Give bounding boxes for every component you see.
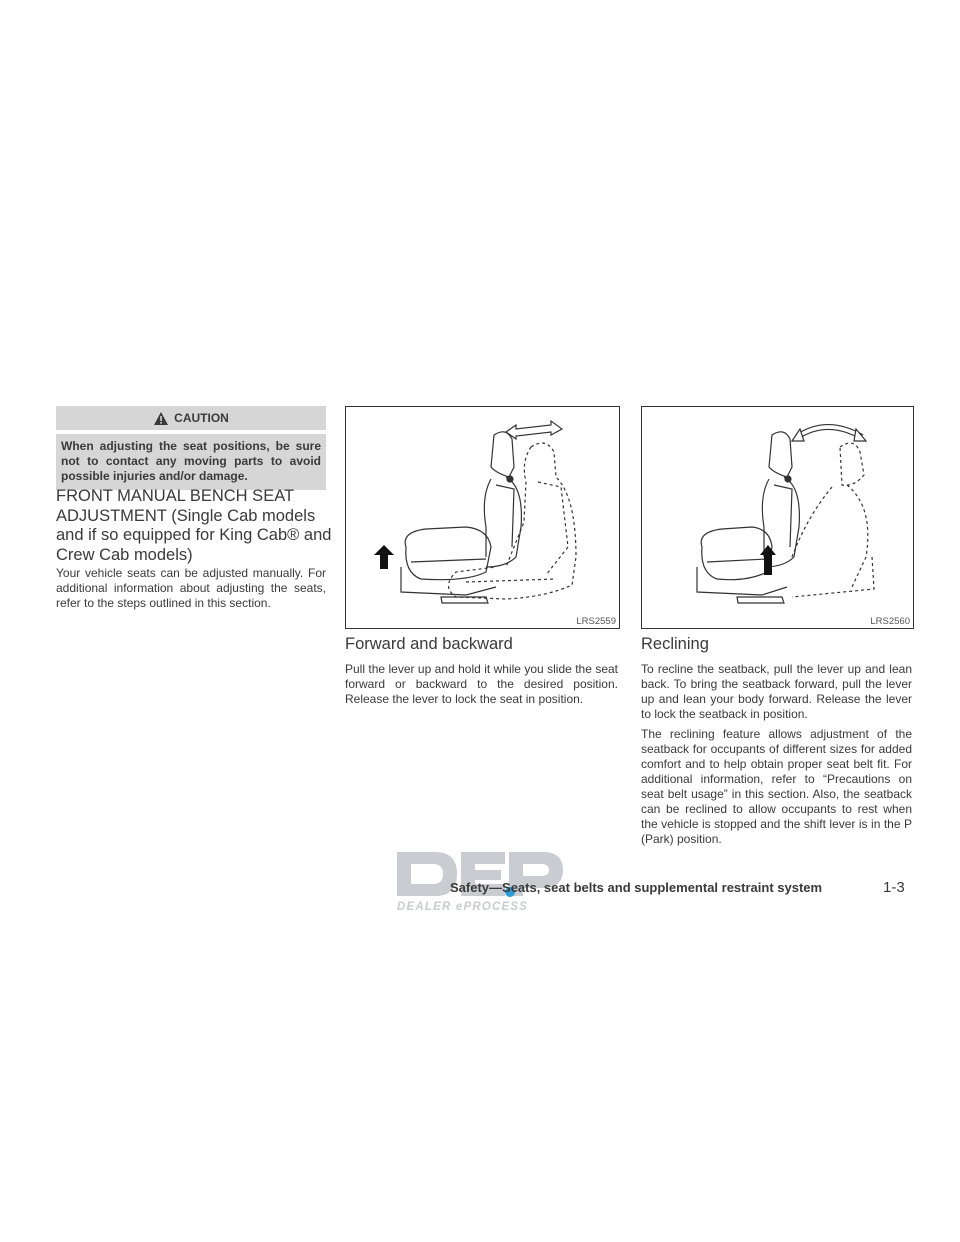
caution-box	[56, 406, 326, 490]
warning-triangle-icon	[153, 411, 169, 426]
heading-reclining: Reclining	[641, 635, 709, 653]
heading-forward-backward: Forward and backward	[345, 635, 513, 653]
figure-seat-recline	[641, 406, 914, 629]
forward-paragraph: Pull the lever up and hold it while you slide the seat forward or backward to the desired position. Release the lever to lock the seat in position.	[345, 662, 618, 706]
section-title: FRONT MANUAL BENCH SEAT ADJUSTMENT (Single Cab models and if so equipped for King Cab® and Crew Cab models)	[56, 487, 332, 564]
figure-code: LRS2560	[870, 616, 910, 627]
figure-seat-slide	[345, 406, 620, 629]
intro-paragraph: Your vehicle seats can be adjusted manually. For additional information about adjusting the seats, refer to the steps outlined in this section.	[56, 566, 326, 610]
seat-slide-illustration	[346, 407, 619, 628]
page-number: 1-3	[883, 879, 905, 896]
reclining-paragraph-1: To recline the seatback, pull the lever up and lean back. To bring the seatback forward, pull the lever up and lean your body forward. Release the lever to lock the seatback in position.	[641, 662, 912, 721]
caution-text: When adjusting the seat positions, be sure not to contact any moving parts to avoid possible injuries and/or damage.	[56, 434, 326, 490]
footer-section-title: Safety—Seats, seat belts and supplemental restraint system	[450, 880, 823, 895]
watermark-tagline: DEALER ePROCESS	[397, 901, 529, 913]
reclining-paragraph-2: The reclining feature allows adjustment of the seatback for occupants of different sizes for added comfort and to help obtain proper seat belt fit. For additional information, refer to “Precautions on seat belt usage” in this section. Also, the seatback can be reclined to allow occupants to rest when the vehicle is stopped and the shift lever is in the P (Park) position.	[641, 727, 912, 846]
seat-recline-illustration	[642, 407, 913, 628]
caution-title: CAUTION	[174, 411, 229, 425]
figure-code: LRS2559	[576, 616, 616, 627]
caution-header	[56, 406, 326, 430]
